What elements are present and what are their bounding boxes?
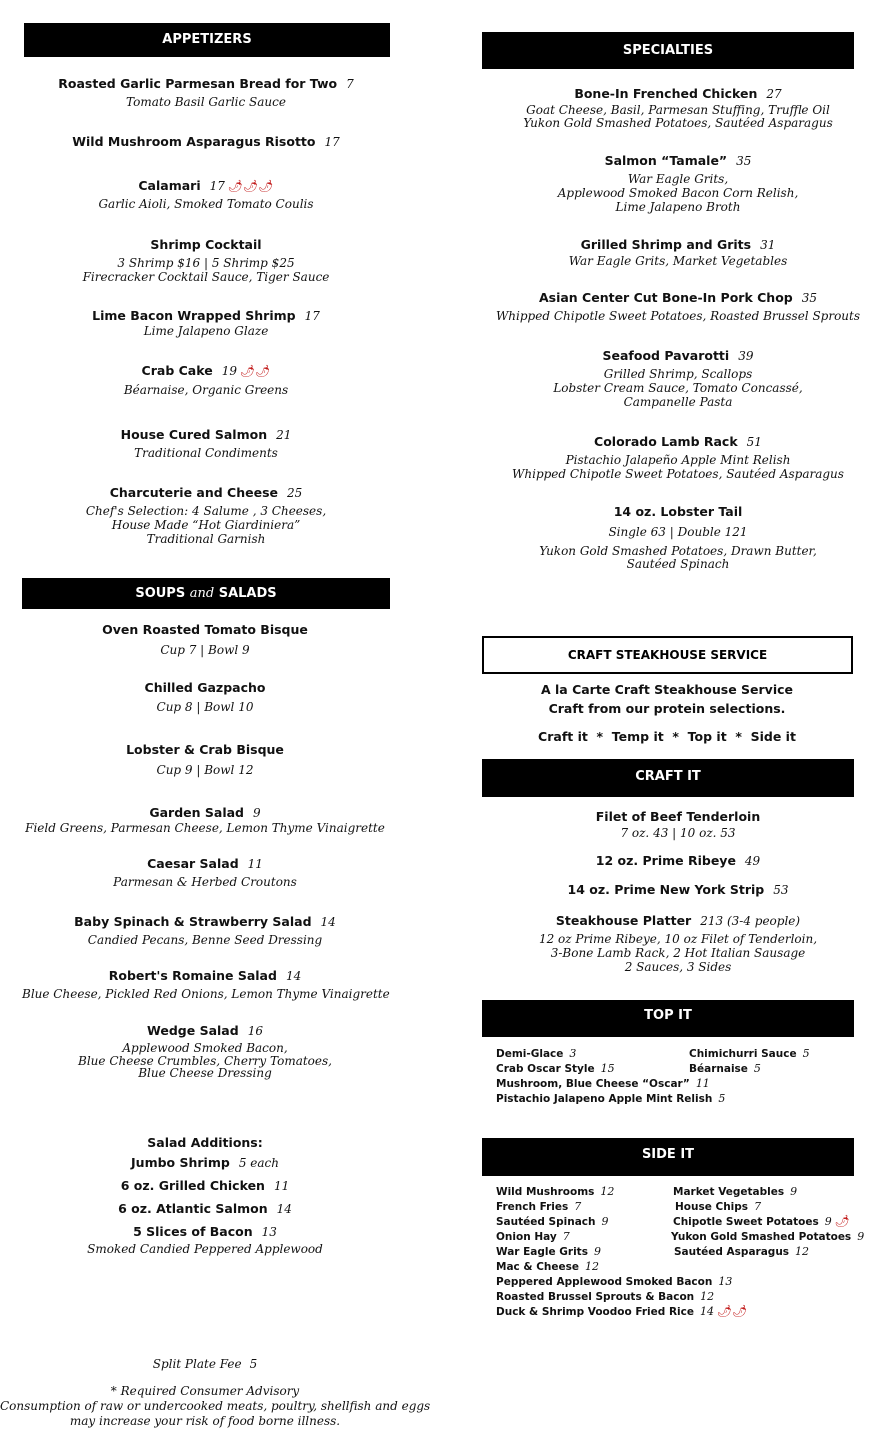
item-desc: Yukon Gold Smashed Potatoes, Sautéed Asparagus bbox=[523, 116, 833, 130]
menu-item-name bbox=[482, 882, 874, 897]
item-desc: Blue Cheese, Pickled Red Onions, Lemon Thyme Vinaigrette bbox=[22, 987, 390, 1001]
side-item bbox=[496, 1273, 732, 1288]
item-name: Steakhouse Platter bbox=[555, 913, 692, 928]
side-item bbox=[671, 1228, 864, 1243]
chili-pepper-icon: 🌶🌶 bbox=[239, 364, 271, 378]
item-price: 15 bbox=[600, 1062, 615, 1075]
item-desc: Candied Pecans, Benne Seed Dressing bbox=[87, 933, 323, 947]
item-price: 25 bbox=[287, 486, 303, 500]
item-price: 7 bbox=[346, 77, 354, 91]
item-desc: 2 Sauces, 3 Sides bbox=[624, 960, 732, 974]
item-price: 17 bbox=[209, 179, 225, 193]
item-desc: Single 63 | Double 121 bbox=[608, 525, 748, 539]
top-it-header bbox=[482, 1000, 854, 1037]
item-name: Yukon Gold Smashed Potatoes bbox=[671, 1231, 852, 1243]
item-name: Filet of Beef Tenderloin bbox=[595, 809, 761, 824]
item-desc: Pistachio Jalapeño Apple Mint Relish bbox=[565, 453, 791, 467]
item-price: 53 bbox=[773, 883, 789, 897]
item-desc: Applewood Smoked Bacon, bbox=[122, 1041, 288, 1055]
item-name: War Eagle Grits bbox=[496, 1246, 588, 1258]
item-name: Wedge Salad bbox=[147, 1023, 239, 1038]
item-price: 19 bbox=[221, 364, 237, 378]
item-name: 6 oz. Grilled Chicken bbox=[120, 1178, 265, 1193]
item-price: 11 bbox=[695, 1077, 710, 1090]
craft-service-line: A la Carte Craft Steakhouse Service bbox=[540, 682, 794, 697]
item-name: Lobster & Crab Bisque bbox=[126, 742, 284, 757]
addition-item bbox=[22, 1201, 388, 1216]
item-desc: Lobster Cream Sauce, Tomato Concassé, bbox=[553, 381, 803, 395]
side-item bbox=[673, 1183, 797, 1198]
item-price: 27 bbox=[766, 87, 782, 101]
item-name: Mac & Cheese bbox=[496, 1261, 580, 1273]
item-name: Demi-Glace bbox=[496, 1048, 564, 1060]
item-desc: Cup 7 | Bowl 9 bbox=[160, 643, 250, 657]
item-price: 7 bbox=[562, 1230, 570, 1243]
chili-pepper-icon: 🌶 bbox=[834, 1214, 850, 1228]
item-price: 17 bbox=[324, 135, 340, 149]
side-it-header-label: SIDE IT bbox=[641, 1147, 695, 1162]
item-name: Roasted Garlic Parmesan Bread for Two bbox=[58, 76, 338, 91]
item-desc: Cup 9 | Bowl 12 bbox=[156, 763, 254, 777]
menu-item-name bbox=[482, 237, 874, 252]
appetizers-header bbox=[24, 23, 390, 57]
menu-item-name bbox=[482, 504, 874, 519]
item-name: French Fries bbox=[496, 1201, 569, 1213]
item-desc: 3 Shrimp $16 | 5 Shrimp $25 bbox=[117, 256, 295, 270]
menu-item-name bbox=[24, 134, 388, 149]
craft-service-header-label: CRAFT STEAKHOUSE SERVICE bbox=[567, 648, 768, 662]
topping-item bbox=[689, 1060, 761, 1075]
addition-item bbox=[22, 1178, 388, 1193]
menu-item-name bbox=[482, 290, 874, 305]
item-name: Grilled Shrimp and Grits bbox=[580, 237, 752, 252]
menu-item-name bbox=[24, 237, 388, 252]
menu-item-name bbox=[24, 308, 388, 323]
item-price: 31 bbox=[760, 238, 776, 252]
item-desc: Campanelle Pasta bbox=[623, 395, 733, 409]
salads-header-label: SALADS bbox=[218, 586, 277, 601]
item-desc: 12 oz Prime Ribeye, 10 oz Filet of Tenderloin, bbox=[538, 932, 818, 946]
item-name: Jumbo Shrimp bbox=[131, 1155, 230, 1170]
menu-item-name bbox=[22, 968, 388, 983]
side-item bbox=[496, 1213, 609, 1228]
item-name: Wild Mushroom Asparagus Risotto bbox=[72, 134, 316, 149]
item-name: Calamari bbox=[138, 178, 201, 193]
menu-item-name bbox=[24, 363, 388, 378]
side-item bbox=[496, 1228, 570, 1243]
item-desc: Yukon Gold Smashed Potatoes, Drawn Butter, bbox=[539, 544, 817, 558]
appetizers-header-label: APPETIZERS bbox=[162, 32, 252, 47]
item-price: 13 bbox=[261, 1225, 277, 1239]
item-price: 213 (3-4 people) bbox=[700, 914, 801, 928]
item-price: 12 bbox=[585, 1260, 600, 1273]
topping-item bbox=[496, 1075, 710, 1090]
item-price: 9 bbox=[601, 1215, 609, 1228]
item-name: Baby Spinach & Strawberry Salad bbox=[74, 914, 312, 929]
menu-item-name bbox=[482, 809, 874, 824]
item-name: House Chips bbox=[675, 1201, 749, 1213]
item-name: Sautéed Asparagus bbox=[674, 1246, 790, 1258]
item-price: 14 bbox=[320, 915, 336, 929]
item-desc: Blue Cheese Dressing bbox=[138, 1066, 272, 1080]
item-name: Lime Bacon Wrapped Shrimp bbox=[92, 308, 296, 323]
item-price: 7 bbox=[574, 1200, 582, 1213]
item-desc: House Made “Hot Giardiniera” bbox=[111, 518, 301, 532]
item-desc: Cup 8 | Bowl 10 bbox=[156, 700, 254, 714]
consumer-advisory-line: Consumption of raw or undercooked meats, poultry, shellfish and eggs bbox=[0, 1399, 431, 1413]
item-desc: Lime Jalapeno Broth bbox=[615, 200, 741, 214]
item-name: Onion Hay bbox=[496, 1231, 557, 1243]
item-price: 3 bbox=[569, 1047, 577, 1060]
item-name: Chimichurri Sauce bbox=[689, 1048, 797, 1060]
item-name: Salmon “Tamale” bbox=[604, 153, 728, 168]
item-price: 12 bbox=[795, 1245, 810, 1258]
item-name: House Cured Salmon bbox=[120, 427, 268, 442]
item-price: 14 bbox=[276, 1202, 292, 1216]
item-name: Robert's Romaine Salad bbox=[108, 968, 277, 983]
item-name: Colorado Lamb Rack bbox=[594, 434, 738, 449]
item-price: 49 bbox=[744, 854, 761, 868]
menu-item-name bbox=[22, 622, 388, 637]
item-price: 12 bbox=[600, 1185, 615, 1198]
item-name: 12 oz. Prime Ribeye bbox=[595, 853, 736, 868]
side-item bbox=[496, 1258, 599, 1273]
side-item bbox=[496, 1303, 747, 1318]
item-desc: Field Greens, Parmesan Cheese, Lemon Thyme Vinaigrette bbox=[25, 821, 385, 835]
consumer-advisory-title: * Required Consumer Advisory bbox=[110, 1384, 300, 1398]
item-name: Peppered Applewood Smoked Bacon bbox=[496, 1276, 713, 1288]
item-desc: War Eagle Grits, Market Vegetables bbox=[568, 254, 788, 268]
topping-item bbox=[496, 1045, 576, 1060]
item-desc: Chef's Selection: 4 Salume , 3 Cheeses, bbox=[85, 504, 327, 518]
menu-item-name bbox=[22, 914, 388, 929]
menu-item-name bbox=[24, 76, 388, 91]
item-price: 12 bbox=[700, 1290, 715, 1303]
soups-salads-header bbox=[22, 578, 390, 609]
side-item bbox=[496, 1183, 614, 1198]
item-price: 9 bbox=[790, 1185, 798, 1198]
item-name: 6 oz. Atlantic Salmon bbox=[118, 1201, 268, 1216]
item-desc: Béarnaise, Organic Greens bbox=[123, 383, 289, 397]
item-price: 5 bbox=[718, 1092, 726, 1105]
item-name: Crab Cake bbox=[141, 363, 213, 378]
item-price: 17 bbox=[304, 309, 320, 323]
item-name: Bone-In Frenched Chicken bbox=[574, 86, 758, 101]
topping-item bbox=[496, 1060, 615, 1075]
addition-item bbox=[22, 1224, 388, 1239]
item-desc: 7 oz. 43 | 10 oz. 53 bbox=[620, 826, 736, 840]
item-desc: Firecracker Cocktail Sauce, Tiger Sauce bbox=[82, 270, 330, 284]
item-name: Chilled Gazpacho bbox=[144, 680, 266, 695]
item-name: Shrimp Cocktail bbox=[150, 237, 262, 252]
split-fee-price: 5 bbox=[249, 1357, 258, 1371]
item-desc: War Eagle Grits, bbox=[627, 172, 729, 186]
menu-item-name bbox=[482, 348, 874, 363]
item-name: Seafood Pavarotti bbox=[602, 348, 730, 363]
item-desc: Blue Cheese Crumbles, Cherry Tomatoes, bbox=[78, 1054, 332, 1068]
consumer-advisory-line: may increase your risk of food borne illness. bbox=[69, 1414, 341, 1428]
craft-service-line: Craft from our protein selections. bbox=[548, 701, 786, 716]
item-price: 35 bbox=[801, 291, 818, 305]
item-desc: Grilled Shrimp, Scallops bbox=[603, 367, 753, 381]
craft-it-header-label: CRAFT IT bbox=[635, 769, 701, 784]
item-desc: Tomato Basil Garlic Sauce bbox=[126, 95, 286, 109]
item-name: Asian Center Cut Bone-In Pork Chop bbox=[538, 290, 793, 305]
item-name: Duck & Shrimp Voodoo Fried Rice bbox=[496, 1306, 694, 1318]
item-desc: Traditional Condiments bbox=[134, 446, 278, 460]
addition-note: Smoked Candied Peppered Applewood bbox=[87, 1242, 323, 1256]
item-name: Oven Roasted Tomato Bisque bbox=[102, 622, 308, 637]
side-item bbox=[496, 1243, 601, 1258]
split-fee-label: Split Plate Fee bbox=[152, 1357, 242, 1371]
item-name: Crab Oscar Style bbox=[496, 1063, 595, 1075]
soups-header-and: and bbox=[189, 586, 215, 601]
top-it-header-label: TOP IT bbox=[644, 1008, 692, 1023]
item-price: 35 bbox=[736, 154, 752, 168]
item-name: Mushroom, Blue Cheese “Oscar” bbox=[496, 1078, 690, 1090]
topping-item bbox=[689, 1045, 810, 1060]
item-price: 11 bbox=[247, 857, 263, 871]
side-item bbox=[496, 1288, 714, 1303]
item-desc: 3-Bone Lamb Rack, 2 Hot Italian Sausage bbox=[550, 946, 806, 960]
item-name: Roasted Brussel Sprouts & Bacon bbox=[496, 1291, 695, 1303]
side-item bbox=[673, 1213, 850, 1228]
menu-item-name bbox=[24, 485, 388, 500]
menu-item-name bbox=[24, 427, 388, 442]
chili-pepper-icon: 🌶🌶 bbox=[716, 1304, 748, 1318]
item-price: 5 bbox=[753, 1062, 761, 1075]
craft-service-header bbox=[482, 636, 853, 674]
side-item bbox=[674, 1243, 809, 1258]
menu-item-name bbox=[22, 1023, 388, 1038]
side-it-header bbox=[482, 1138, 854, 1176]
item-name: Béarnaise bbox=[689, 1063, 748, 1075]
item-price: 39 bbox=[738, 349, 754, 363]
item-price: 14 bbox=[699, 1305, 714, 1318]
specialties-header bbox=[482, 32, 854, 69]
item-price: 9 bbox=[857, 1230, 865, 1243]
item-name: 14 oz. Prime New York Strip bbox=[567, 882, 765, 897]
item-price: 7 bbox=[754, 1200, 762, 1213]
menu-item-name bbox=[22, 680, 388, 695]
item-desc: Sautéed Spinach bbox=[626, 557, 730, 571]
item-desc: Lime Jalapeno Glaze bbox=[143, 324, 269, 338]
item-name: Caesar Salad bbox=[147, 856, 239, 871]
item-price: 5 each bbox=[238, 1156, 279, 1170]
salad-additions-title: Salad Additions: bbox=[147, 1135, 263, 1150]
split-plate-fee bbox=[22, 1357, 388, 1371]
item-name: Garden Salad bbox=[149, 805, 244, 820]
item-price: 16 bbox=[247, 1024, 263, 1038]
menu-item-name bbox=[24, 178, 388, 193]
addition-item bbox=[22, 1155, 388, 1170]
item-price: 9 bbox=[593, 1245, 601, 1258]
menu-item-name bbox=[482, 86, 874, 101]
item-price: 11 bbox=[273, 1179, 290, 1193]
item-price: 21 bbox=[276, 428, 292, 442]
side-item bbox=[675, 1198, 761, 1213]
item-name: Wild Mushrooms bbox=[496, 1186, 595, 1198]
item-desc: Parmesan & Herbed Croutons bbox=[113, 875, 297, 889]
item-price: 9 bbox=[253, 806, 261, 820]
item-name: Pistachio Jalapeno Apple Mint Relish bbox=[496, 1093, 713, 1105]
menu-item-name bbox=[482, 434, 874, 449]
item-name: Market Vegetables bbox=[673, 1186, 785, 1198]
item-desc: Goat Cheese, Basil, Parmesan Stuffing, Truffle Oil bbox=[526, 103, 830, 117]
item-name: Chipotle Sweet Potatoes bbox=[673, 1216, 819, 1228]
menu-item-name bbox=[22, 805, 388, 820]
menu-item-name bbox=[22, 742, 388, 757]
item-price: 9 bbox=[824, 1215, 832, 1228]
craft-service-steps: Craft it * Temp it * Top it * Side it bbox=[538, 729, 796, 744]
menu-item-name bbox=[22, 856, 388, 871]
item-name: Charcuterie and Cheese bbox=[109, 485, 278, 500]
item-price: 51 bbox=[746, 435, 762, 449]
item-desc: Applewood Smoked Bacon Corn Relish, bbox=[557, 186, 799, 200]
item-name: 14 oz. Lobster Tail bbox=[613, 504, 743, 519]
item-desc: Whipped Chipotle Sweet Potatoes, Sautéed Asparagus bbox=[512, 467, 844, 481]
item-name: Sautéed Spinach bbox=[496, 1216, 596, 1228]
topping-item bbox=[496, 1090, 725, 1105]
item-price: 13 bbox=[718, 1275, 733, 1288]
side-item bbox=[496, 1198, 581, 1213]
item-price: 14 bbox=[285, 969, 302, 983]
menu-item-name bbox=[482, 913, 874, 928]
item-name: 5 Slices of Bacon bbox=[133, 1224, 253, 1239]
soups-header-label: SOUPS bbox=[135, 586, 186, 601]
item-desc: Traditional Garnish bbox=[146, 532, 266, 546]
item-price: 5 bbox=[802, 1047, 810, 1060]
craft-it-header bbox=[482, 759, 854, 797]
chili-pepper-icon: 🌶🌶🌶 bbox=[227, 179, 274, 193]
specialties-header-label: SPECIALTIES bbox=[622, 43, 714, 58]
menu-item-name bbox=[482, 153, 874, 168]
menu-item-name bbox=[482, 853, 874, 868]
item-desc: Garlic Aioli, Smoked Tomato Coulis bbox=[98, 197, 314, 211]
item-desc: Whipped Chipotle Sweet Potatoes, Roasted Brussel Sprouts bbox=[495, 309, 861, 323]
